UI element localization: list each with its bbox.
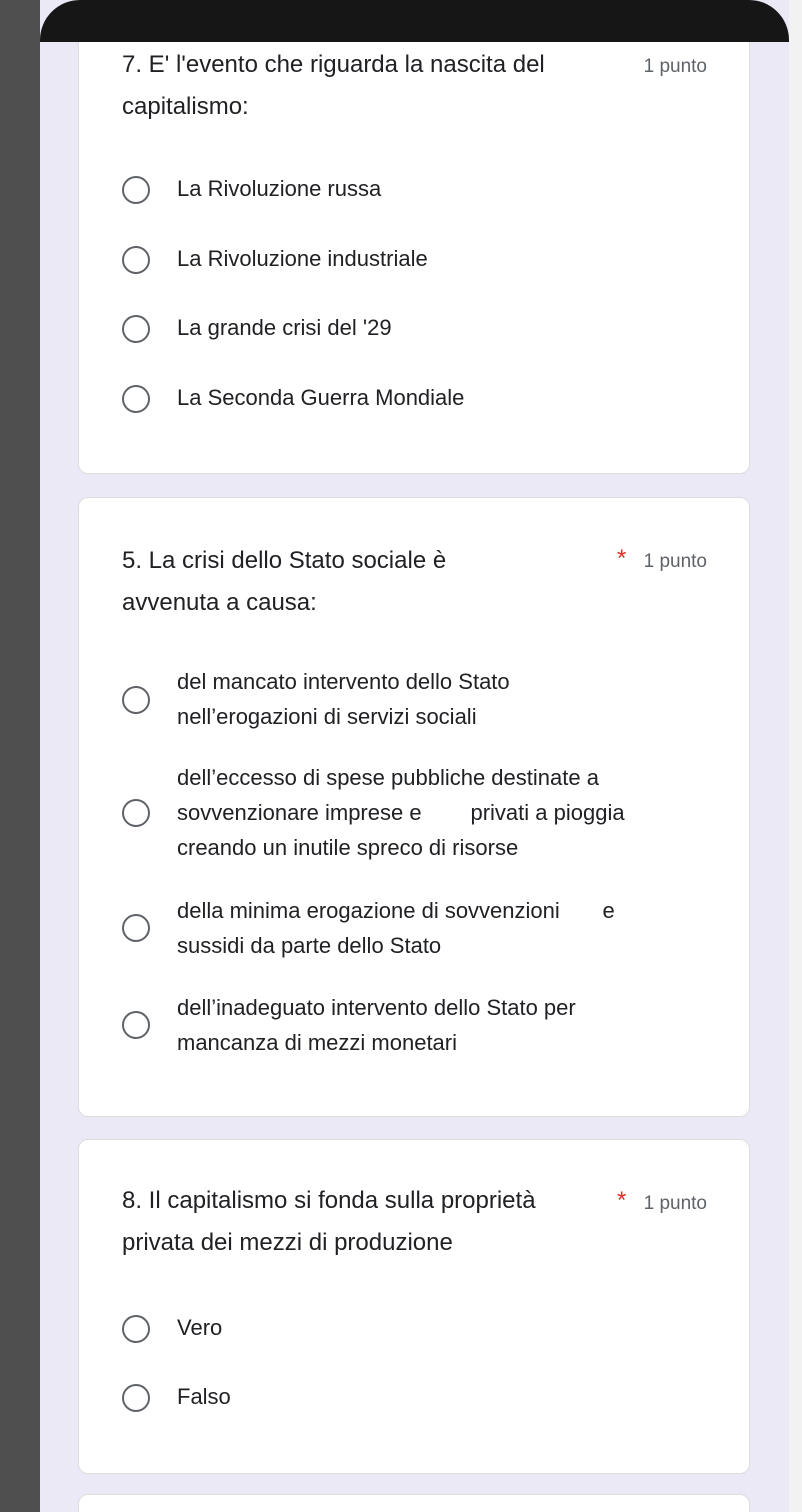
radio-option[interactable] bbox=[122, 310, 722, 346]
option-label-line: dell’inadeguato intervento dello Stato per bbox=[177, 995, 576, 1020]
radio-option[interactable] bbox=[122, 171, 722, 207]
option-label-line: sussidi da parte dello Stato bbox=[177, 933, 442, 958]
option-label-line: creando un inutile spreco di risorse bbox=[177, 835, 519, 860]
option-label bbox=[177, 664, 707, 734]
question-title-line: avvenuta a causa: bbox=[122, 589, 317, 616]
question-card-next bbox=[78, 1494, 750, 1512]
option-label: Vero bbox=[177, 1315, 223, 1340]
option-label: Falso bbox=[177, 1384, 231, 1409]
option-label: La Seconda Guerra Mondiale bbox=[177, 385, 465, 410]
question-title-line: 8. Il capitalismo si fonda sulla proprietà bbox=[122, 1187, 536, 1214]
radio-button-icon[interactable] bbox=[122, 1384, 150, 1412]
question-title-line: 5. La crisi dello Stato sociale è bbox=[122, 547, 447, 574]
radio-button-icon[interactable] bbox=[122, 799, 150, 827]
option-label-line: sovvenzionare imprese e privati a pioggia bbox=[177, 800, 625, 825]
form-background bbox=[40, 0, 789, 1512]
radio-option[interactable] bbox=[122, 893, 722, 965]
screen-edge bbox=[789, 0, 802, 1512]
radio-button-icon[interactable] bbox=[122, 914, 150, 942]
question-title bbox=[122, 540, 610, 624]
points-label: 1 punto bbox=[643, 551, 707, 572]
points-label: 1 punto bbox=[643, 56, 707, 77]
option-label-line: del mancato intervento dello Stato bbox=[177, 669, 510, 694]
status-bar bbox=[40, 0, 789, 42]
radio-option[interactable] bbox=[122, 760, 722, 866]
question-title-line: 7. E' l'evento che riguarda la nascita del bbox=[122, 51, 545, 78]
radio-option[interactable] bbox=[122, 664, 722, 736]
radio-button-icon[interactable] bbox=[122, 246, 150, 274]
radio-button-icon[interactable] bbox=[122, 315, 150, 343]
points-label: 1 punto bbox=[643, 1193, 707, 1214]
option-label: La Rivoluzione industriale bbox=[177, 246, 428, 271]
radio-button-icon[interactable] bbox=[122, 385, 150, 413]
radio-button-icon[interactable] bbox=[122, 176, 150, 204]
radio-button-icon[interactable] bbox=[122, 686, 150, 714]
question-card-8 bbox=[78, 1139, 750, 1474]
radio-button-icon[interactable] bbox=[122, 1315, 150, 1343]
option-label-line: mancanza di mezzi monetari bbox=[177, 1030, 458, 1055]
required-asterisk: * bbox=[617, 545, 627, 572]
option-label bbox=[177, 990, 707, 1060]
radio-option[interactable] bbox=[122, 241, 722, 277]
option-label-line: dell’eccesso di spese pubbliche destinate a bbox=[177, 765, 599, 790]
option-label-line: della minima erogazione di sovvenzioni e bbox=[177, 898, 615, 923]
radio-option[interactable] bbox=[122, 1310, 722, 1346]
option-label: La Rivoluzione russa bbox=[177, 176, 382, 201]
question-title-line: capitalismo: bbox=[122, 93, 249, 120]
question-title-line: privata dei mezzi di produzione bbox=[122, 1229, 453, 1256]
required-asterisk: * bbox=[617, 1187, 627, 1214]
question-card-5 bbox=[78, 497, 750, 1117]
radio-button-icon[interactable] bbox=[122, 1011, 150, 1039]
question-title bbox=[122, 44, 610, 128]
radio-option[interactable] bbox=[122, 380, 722, 416]
radio-option[interactable] bbox=[122, 990, 722, 1062]
radio-option[interactable] bbox=[122, 1379, 722, 1415]
option-label: La grande crisi del '29 bbox=[177, 315, 392, 340]
option-label bbox=[177, 893, 707, 963]
question-card-7 bbox=[78, 0, 750, 474]
question-title bbox=[122, 1180, 610, 1264]
option-label bbox=[177, 760, 707, 865]
option-label-line: nell’erogazioni di servizi sociali bbox=[177, 704, 477, 729]
